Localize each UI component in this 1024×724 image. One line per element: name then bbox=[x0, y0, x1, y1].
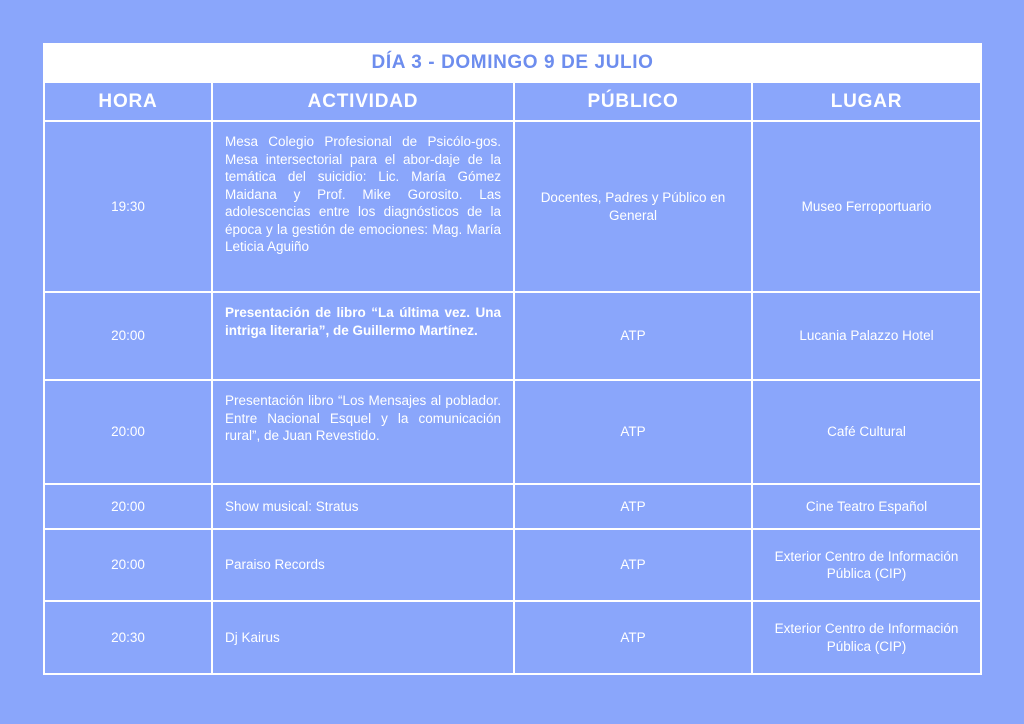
header-lugar: LUGAR bbox=[752, 82, 981, 121]
publico-cell: ATP bbox=[514, 380, 752, 484]
hora-cell: 20:00 bbox=[44, 292, 212, 380]
lugar-cell: Cine Teatro Español bbox=[752, 484, 981, 529]
title-row bbox=[44, 44, 981, 82]
publico-cell: ATP bbox=[514, 529, 752, 601]
hora-cell: 20:00 bbox=[44, 484, 212, 529]
header-actividad: ACTIVIDAD bbox=[212, 82, 514, 121]
actividad-cell: Paraiso Records bbox=[212, 529, 514, 601]
header-hora: HORA bbox=[44, 82, 212, 121]
lugar-cell: Lucania Palazzo Hotel bbox=[752, 292, 981, 380]
header-publico: PÚBLICO bbox=[514, 82, 752, 121]
lugar-cell: Museo Ferroportuario bbox=[752, 121, 981, 292]
publico-cell: Docentes, Padres y Público en General bbox=[514, 121, 752, 292]
actividad-cell: Mesa Colegio Profesional de Psicólo-gos. Mesa intersectorial para el abor-daje de la temática del suicidio: Lic. María Gómez Maidana y Prof. Mike Gorosito. Las adolescencias entre los diagnósticos de la época y la gestión de emociones: Mag. María Leticia Aguiño bbox=[212, 121, 514, 292]
table-row bbox=[44, 380, 981, 484]
day-title: DÍA 3 - DOMINGO 9 DE JULIO bbox=[44, 44, 981, 82]
publico-cell: ATP bbox=[514, 601, 752, 674]
actividad-cell: Presentación de libro “La última vez. Una intriga literaria”, de Guillermo Martínez. bbox=[212, 292, 514, 380]
hora-cell: 20:00 bbox=[44, 529, 212, 601]
actividad-cell: Presentación libro “Los Mensajes al poblador. Entre Nacional Esquel y la comunicación rural”, de Juan Revestido. bbox=[212, 380, 514, 484]
schedule-table bbox=[43, 43, 982, 675]
table-row bbox=[44, 484, 981, 529]
hora-cell: 19:30 bbox=[44, 121, 212, 292]
hora-cell: 20:00 bbox=[44, 380, 212, 484]
table-row bbox=[44, 529, 981, 601]
lugar-cell: Exterior Centro de Información Pública (CIP) bbox=[752, 601, 981, 674]
table-row bbox=[44, 292, 981, 380]
table-row bbox=[44, 121, 981, 292]
publico-cell: ATP bbox=[514, 484, 752, 529]
table-row bbox=[44, 601, 981, 674]
hora-cell: 20:30 bbox=[44, 601, 212, 674]
lugar-cell: Café Cultural bbox=[752, 380, 981, 484]
actividad-cell: Dj Kairus bbox=[212, 601, 514, 674]
header-row bbox=[44, 82, 981, 121]
publico-cell: ATP bbox=[514, 292, 752, 380]
lugar-cell: Exterior Centro de Información Pública (CIP) bbox=[752, 529, 981, 601]
actividad-cell: Show musical: Stratus bbox=[212, 484, 514, 529]
